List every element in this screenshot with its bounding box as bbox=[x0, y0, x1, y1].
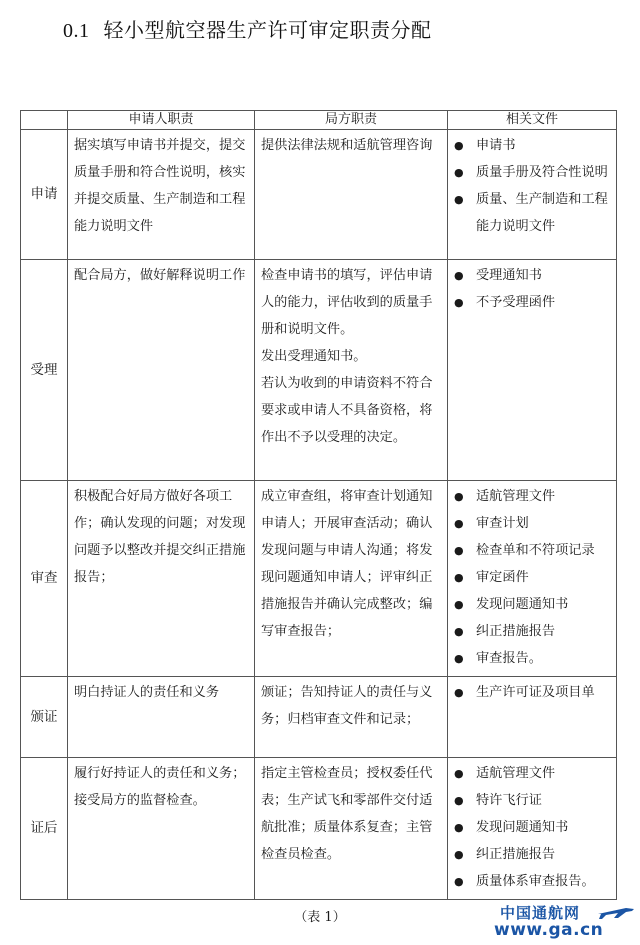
related-files-cell bbox=[448, 130, 617, 260]
bullet-icon: ● bbox=[454, 193, 464, 206]
table-row bbox=[21, 758, 617, 900]
file-name: 质量体系审查报告。 bbox=[476, 874, 595, 889]
file-name: 发现问题通知书 bbox=[476, 597, 569, 612]
table-row bbox=[21, 481, 617, 677]
list-item bbox=[454, 868, 614, 895]
file-name: 质量、生产制造和工程能力说明文件 bbox=[476, 192, 608, 234]
list-item bbox=[454, 262, 614, 289]
authority-paragraph: 若认为收到的申请资料不符合要求或申请人不具备资格，将作出不予以受理的决定。 bbox=[261, 376, 433, 445]
table-row bbox=[21, 260, 617, 481]
list-item bbox=[454, 289, 614, 316]
authority-responsibility-cell bbox=[255, 758, 448, 900]
related-files-cell bbox=[448, 260, 617, 481]
file-name: 申请书 bbox=[476, 138, 516, 153]
stage-cell: 颁证 bbox=[21, 677, 68, 758]
table-row bbox=[21, 130, 617, 260]
bullet-icon: ● bbox=[454, 139, 464, 152]
list-item bbox=[454, 645, 614, 672]
file-name: 适航管理文件 bbox=[476, 489, 556, 504]
bullet-icon: ● bbox=[454, 652, 464, 665]
stage-cell: 审查 bbox=[21, 481, 68, 677]
related-files-cell bbox=[448, 677, 617, 758]
responsibility-table bbox=[20, 110, 617, 900]
applicant-responsibility-cell: 明白持证人的责任和义务 bbox=[68, 677, 255, 758]
applicant-responsibility-cell: 积极配合好局方做好各项工作；确认发现的问题；对发现问题予以整改并提交纠正措施报告； bbox=[68, 481, 255, 677]
related-files-list bbox=[454, 483, 614, 672]
authority-paragraph: 成立审查组，将审查计划通知申请人；开展审查活动；确认发现问题与申请人沟通；将发现问题通知申请人；评审纠正措施报告并确认完成整改；编写审查报告； bbox=[261, 489, 433, 639]
bullet-icon: ● bbox=[454, 296, 464, 309]
list-item bbox=[454, 564, 614, 591]
authority-responsibility-cell bbox=[255, 481, 448, 677]
bullet-icon: ● bbox=[454, 490, 464, 503]
applicant-responsibility-cell: 据实填写申请书并提交，提交质量手册和符合性说明，核实并提交质量、生产制造和工程能力说明文件 bbox=[68, 130, 255, 260]
file-name: 检查单和不符项记录 bbox=[476, 543, 595, 558]
file-name: 不予受理函件 bbox=[476, 295, 556, 310]
list-item bbox=[454, 679, 614, 706]
list-item bbox=[454, 591, 614, 618]
list-item bbox=[454, 186, 614, 240]
file-name: 审查报告。 bbox=[476, 651, 542, 666]
file-name: 适航管理文件 bbox=[476, 766, 556, 781]
list-item bbox=[454, 760, 614, 787]
watermark-url: www.ga.cn bbox=[494, 920, 604, 940]
list-item bbox=[454, 814, 614, 841]
bullet-icon: ● bbox=[454, 517, 464, 530]
bullet-icon: ● bbox=[454, 875, 464, 888]
bullet-icon: ● bbox=[454, 166, 464, 179]
stage-cell: 证后 bbox=[21, 758, 68, 900]
file-name: 纠正措施报告 bbox=[476, 847, 556, 862]
file-name: 特许飞行证 bbox=[476, 793, 542, 808]
bullet-icon: ● bbox=[454, 625, 464, 638]
file-name: 发现问题通知书 bbox=[476, 820, 569, 835]
section-title-text: 轻小型航空器生产许可审定职责分配 bbox=[103, 18, 432, 42]
list-item bbox=[454, 841, 614, 868]
stage-cell: 申请 bbox=[21, 130, 68, 260]
header-files: 相关文件 bbox=[448, 111, 617, 130]
bullet-icon: ● bbox=[454, 269, 464, 282]
authority-paragraph: 提供法律法规和适航管理咨询 bbox=[261, 138, 433, 153]
list-item bbox=[454, 510, 614, 537]
stage-cell: 受理 bbox=[21, 260, 68, 481]
authority-paragraph: 检查申请书的填写，评估申请人的能力，评估收到的质量手册和说明文件。 bbox=[261, 268, 433, 337]
file-name: 审查计划 bbox=[476, 516, 529, 531]
list-item bbox=[454, 787, 614, 814]
authority-responsibility-cell bbox=[255, 677, 448, 758]
bullet-icon: ● bbox=[454, 544, 464, 557]
related-files-cell bbox=[448, 481, 617, 677]
header-authority: 局方职责 bbox=[255, 111, 448, 130]
file-name: 质量手册及符合性说明 bbox=[476, 165, 608, 180]
related-files-list bbox=[454, 760, 614, 895]
related-files-list bbox=[454, 132, 614, 240]
bullet-icon: ● bbox=[454, 598, 464, 611]
related-files-cell bbox=[448, 758, 617, 900]
list-item bbox=[454, 618, 614, 645]
file-name: 生产许可证及项目单 bbox=[476, 685, 595, 700]
applicant-responsibility-cell: 履行好持证人的责任和义务；接受局方的监督检查。 bbox=[68, 758, 255, 900]
header-stage bbox=[21, 111, 68, 130]
list-item bbox=[454, 159, 614, 186]
authority-paragraph: 颁证；告知持证人的责任与义务；归档审查文件和记录； bbox=[261, 685, 433, 727]
bullet-icon: ● bbox=[454, 821, 464, 834]
table-caption: （表 1） bbox=[294, 910, 346, 925]
bullet-icon: ● bbox=[454, 794, 464, 807]
list-item bbox=[454, 537, 614, 564]
bullet-icon: ● bbox=[454, 848, 464, 861]
bullet-icon: ● bbox=[454, 686, 464, 699]
file-name: 审定函件 bbox=[476, 570, 529, 585]
watermark-name: 中国通航网 bbox=[500, 904, 581, 922]
table-row bbox=[21, 677, 617, 758]
site-watermark bbox=[486, 900, 636, 942]
authority-paragraph: 发出受理通知书。 bbox=[261, 349, 367, 364]
authority-responsibility-cell bbox=[255, 130, 448, 260]
header-applicant: 申请人职责 bbox=[68, 111, 255, 130]
table-header-row bbox=[21, 111, 617, 130]
file-name: 受理通知书 bbox=[476, 268, 542, 283]
page-title bbox=[63, 14, 432, 43]
section-number: 0.1 bbox=[63, 20, 90, 42]
applicant-responsibility-cell: 配合局方，做好解释说明工作 bbox=[68, 260, 255, 481]
bullet-icon: ● bbox=[454, 571, 464, 584]
related-files-list bbox=[454, 679, 614, 706]
authority-paragraph: 指定主管检查员；授权委任代表；生产试飞和零部件交付适航批准；质量体系复查；主管检查员检查。 bbox=[261, 766, 433, 862]
authority-responsibility-cell bbox=[255, 260, 448, 481]
list-item bbox=[454, 483, 614, 510]
file-name: 纠正措施报告 bbox=[476, 624, 556, 639]
list-item bbox=[454, 132, 614, 159]
related-files-list bbox=[454, 262, 614, 316]
airplane-icon bbox=[596, 900, 636, 922]
bullet-icon: ● bbox=[454, 767, 464, 780]
